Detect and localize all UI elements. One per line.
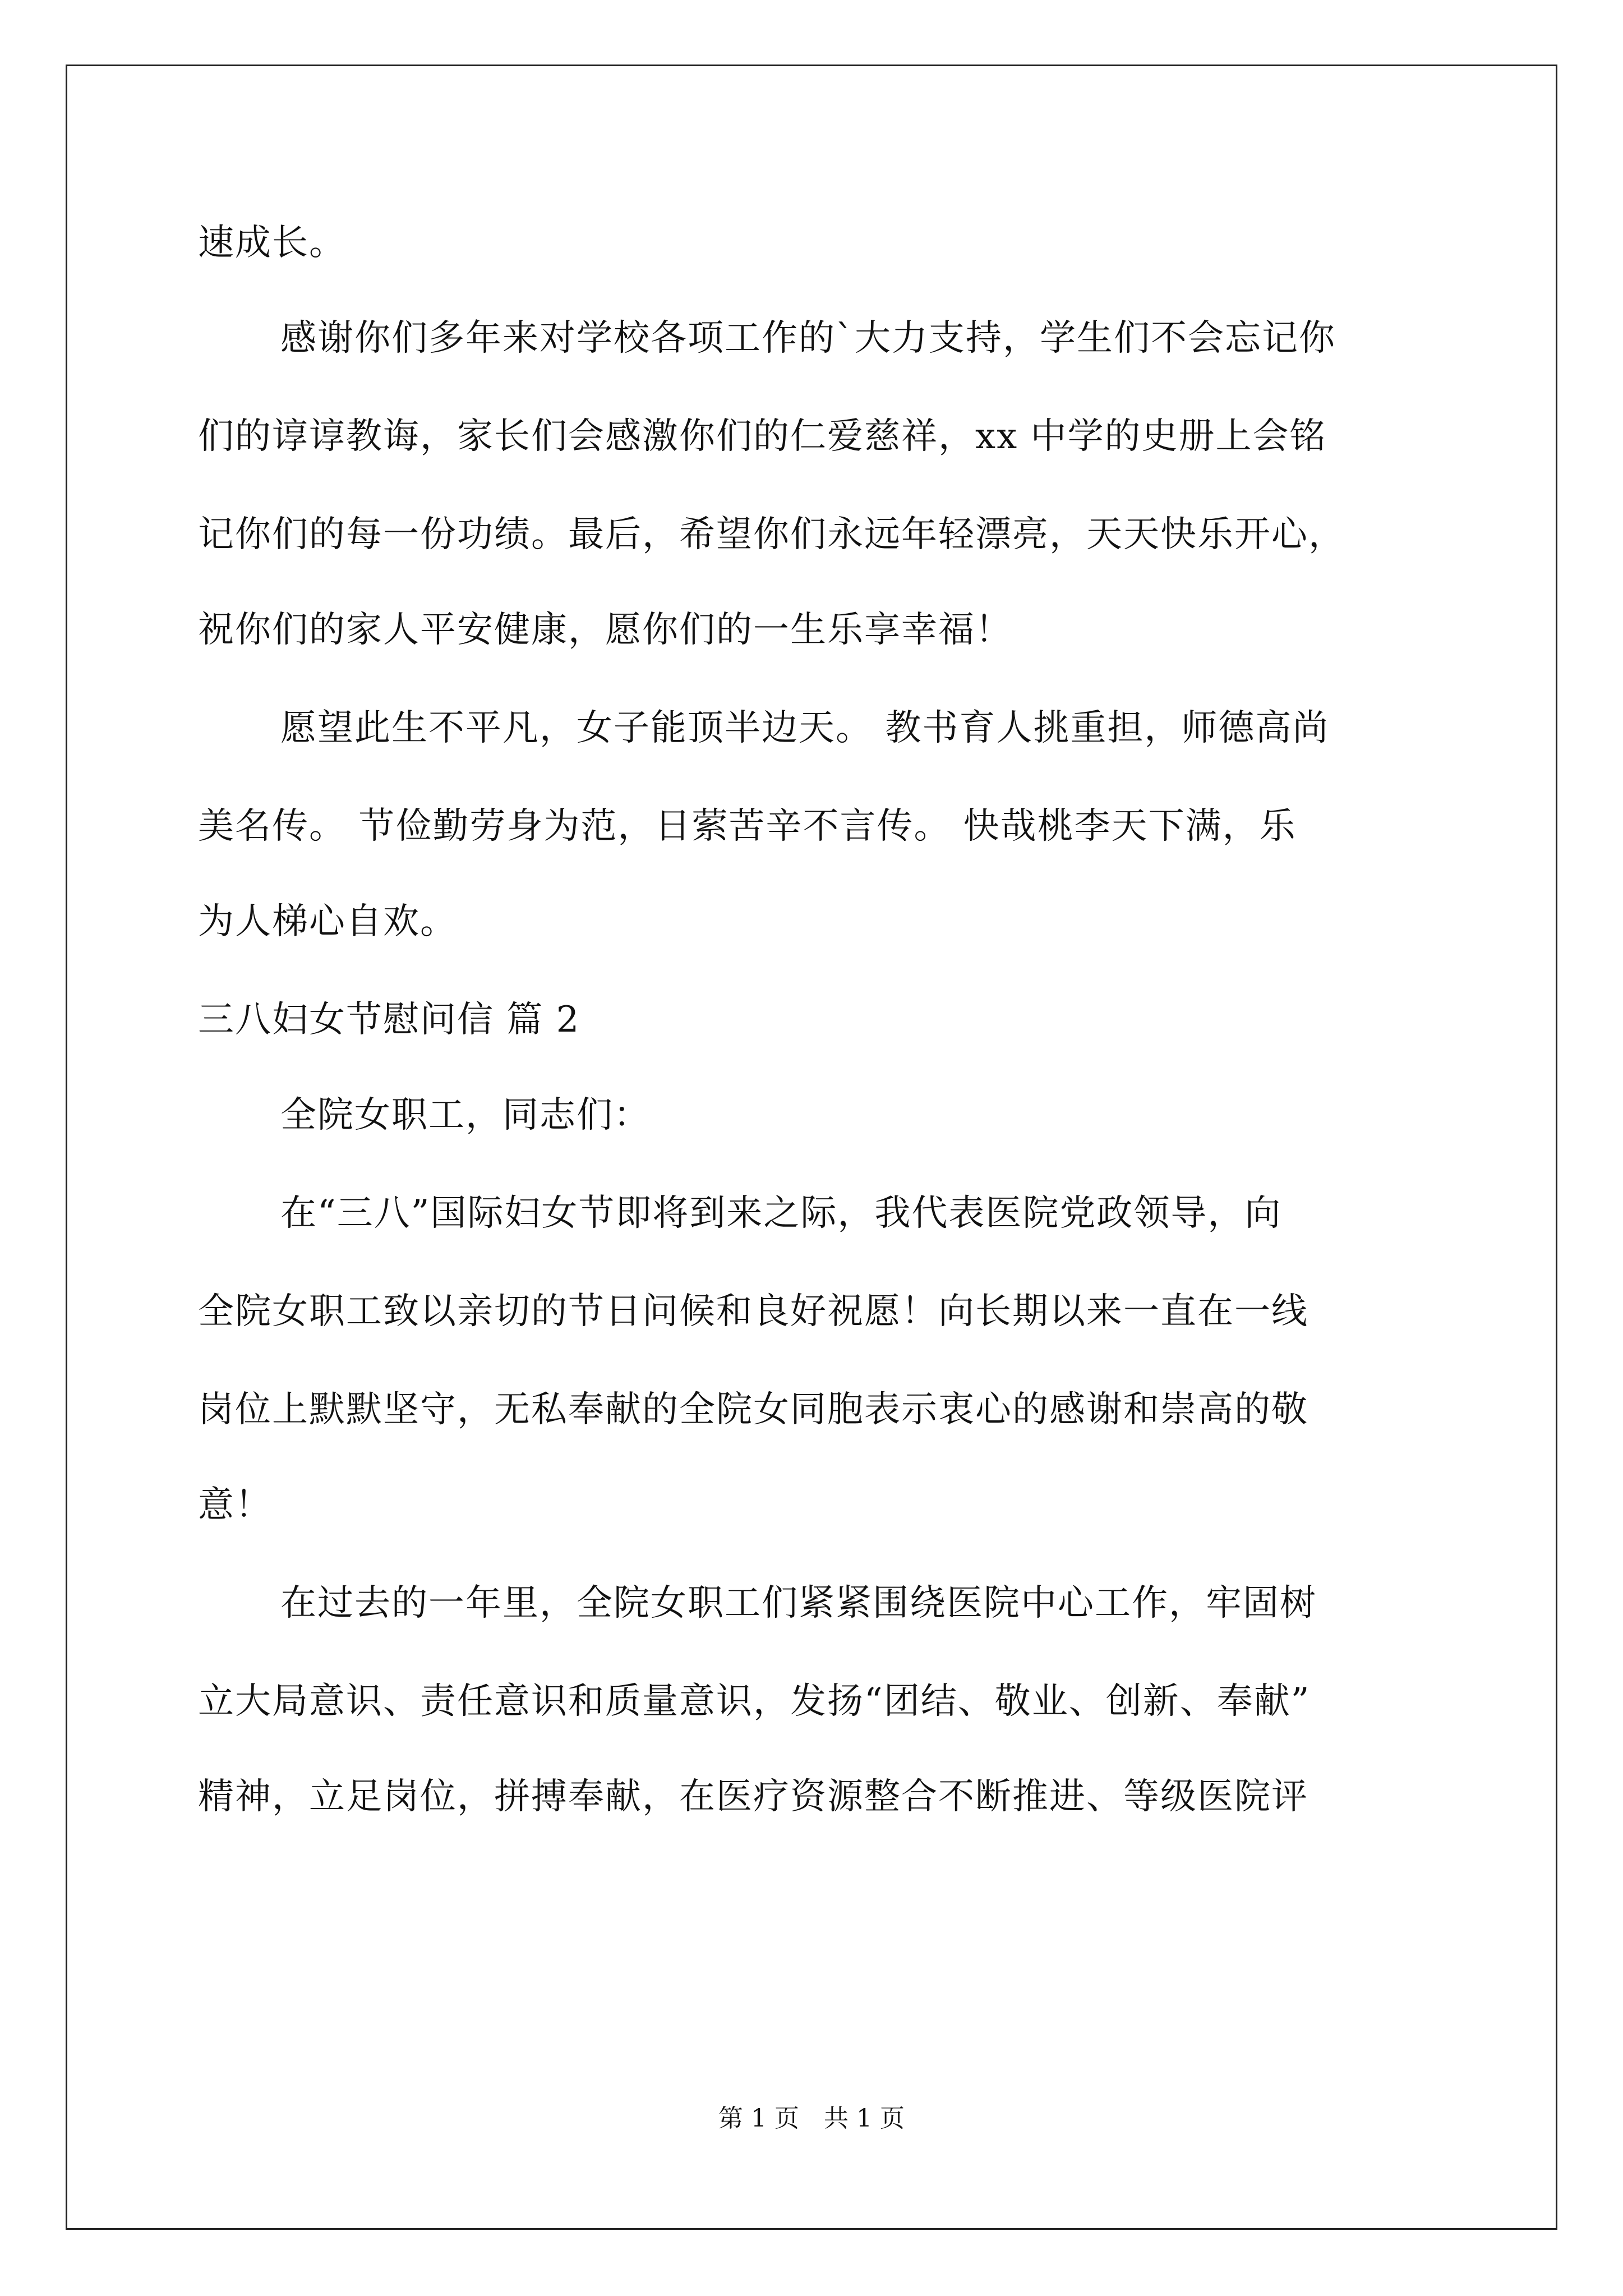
page-number-footer: 第 1 页 共 1 页 [718,2104,905,2133]
paragraph-line: 在过去的一年里，全院女职工们紧紧围绕医院中心工作，牢固树 [280,1582,1317,1624]
paragraph-line: 全院女职工致以亲切的节日问候和良好祝愿！向长期以来一直在一线 [198,1291,1308,1332]
paragraph-line: 精神，立足岗位，拼搏奉献，在医疗资源整合不断推进、等级医院评 [198,1776,1308,1818]
paragraph-line: 意！ [198,1484,272,1526]
paragraph-line: 美名传。 节俭勤劳身为范，日萦苦辛不言传。 快哉桃李天下满，乐 [198,806,1297,847]
paragraph-line: 立大局意识、责任意识和质量意识，发扬“团结、敬业、创新、奉献” [198,1681,1311,1722]
paragraph-line: 愿望此生不平凡，女子能顶半边天。 教书育人挑重担，师德高尚 [280,707,1330,749]
paragraph-line: 岗位上默默坚守，无私奉献的全院女同胞表示衷心的感谢和崇高的敬 [198,1389,1308,1430]
paragraph-line: 记你们的每一份功绩。最后，希望你们永远年轻漂亮，天天快乐开心， [198,514,1345,555]
salutation: 全院女职工，同志们： [280,1094,651,1136]
page-border [66,65,1557,2230]
paragraph-line: 们的谆谆教诲，家长们会感激你们的仁爱慈祥，xx 中学的史册上会铭 [198,416,1327,457]
paragraph-line: 速成长。 [198,222,346,264]
paragraph-line: 在“三八”国际妇女节即将到来之际，我代表医院党政领导，向 [280,1193,1282,1234]
section-heading: 三八妇女节慰问信 篇 2 [198,999,580,1041]
paragraph-line: 祝你们的家人平安健康，愿你们的一生乐享幸福！ [198,609,1012,651]
paragraph-line: 为人梯心自欢。 [198,901,457,942]
paragraph-line: 感谢你们多年来对学校各项工作的`大力支持，学生们不会忘记你 [280,318,1336,359]
